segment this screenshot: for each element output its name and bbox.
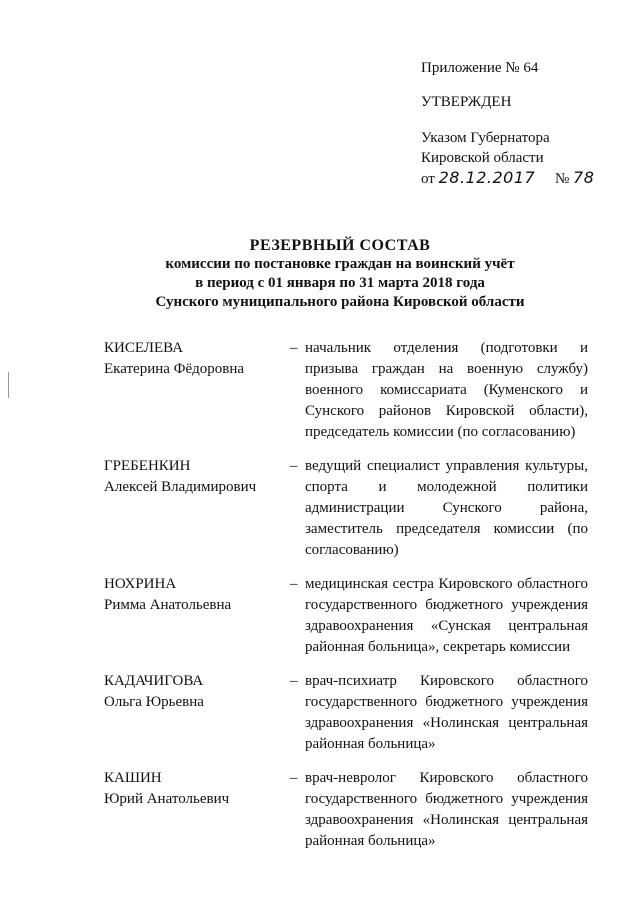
decree-date-row (421, 168, 631, 189)
members-list (104, 338, 588, 865)
decree-line-2: Кировской области (421, 150, 544, 166)
member-role: врач-невролог Кировского областного государственного бюджетного учреждения здравоохранения «Нолинская центральная районная больница» (305, 770, 588, 849)
title-main: РЕЗЕРВНЫЙ СОСТАВ (249, 237, 431, 254)
member-name (104, 574, 276, 616)
member-dash: – (290, 673, 298, 689)
member-role: начальник отделения (подготовки и призыва граждан на военную службу) военного комиссариата (Куменского и Сунского районов Кировской области), председатель комиссии (по согласованию) (305, 340, 588, 440)
member-role: ведущий специалист управления культуры, спорта и молодежной политики администрации Сунского района, заместитель председателя комиссии (по согласованию) (305, 458, 588, 558)
title-line-3: Сунского муниципального района Кировской области (155, 294, 525, 310)
member-given-name: Юрий Анатольевич (104, 791, 230, 807)
member-entry (104, 768, 588, 852)
member-dash: – (290, 770, 298, 786)
margin-mark (8, 372, 9, 398)
member-role: медицинская сестра Кировского областного государственного бюджетного учреждения здравоохранения «Сунская центральная районная больница», секретарь комиссии (305, 576, 588, 655)
date-prefix: от (421, 171, 435, 187)
member-surname: КАДАЧИГОВА (104, 673, 204, 689)
member-surname: ГРЕБЕНКИН (104, 458, 191, 474)
member-role: врач-психиатр Кировского областного государственного бюджетного учреждения здравоохранения «Нолинская центральная районная больница» (305, 673, 588, 752)
decree-date: 28.12.2017 (438, 168, 536, 187)
member-entry (104, 338, 588, 443)
member-dash: – (290, 576, 298, 592)
member-name (104, 338, 276, 380)
member-dash: – (290, 458, 298, 474)
member-given-name: Алексей Владимирович (104, 479, 257, 495)
member-surname: НОХРИНА (104, 576, 177, 592)
member-given-name: Екатерина Фёдоровна (104, 361, 245, 377)
member-surname: КИСЕЛЕВА (104, 340, 184, 356)
member-name (104, 456, 276, 498)
approved-stamp: УТВЕРЖДЕН (421, 94, 512, 110)
appendix-number: Приложение № 64 (421, 60, 539, 76)
member-surname: КАШИН (104, 770, 162, 786)
member-given-name: Ольга Юрьевна (104, 694, 204, 710)
decree-number: 78 (573, 168, 595, 187)
member-given-name: Римма Анатольевна (104, 597, 232, 613)
member-name (104, 671, 276, 713)
member-entry (104, 574, 588, 658)
number-prefix: № (554, 171, 570, 187)
decree-line-1: Указом Губернатора (421, 130, 550, 146)
member-dash: – (290, 340, 298, 356)
title-line-2: в период с 01 января по 31 марта 2018 года (195, 275, 485, 291)
member-entry (104, 456, 588, 561)
document-title (60, 236, 620, 312)
title-line-1: комиссии по постановке граждан на воинский учёт (165, 256, 515, 272)
member-name (104, 768, 276, 810)
member-entry (104, 671, 588, 755)
approval-block (421, 58, 631, 189)
